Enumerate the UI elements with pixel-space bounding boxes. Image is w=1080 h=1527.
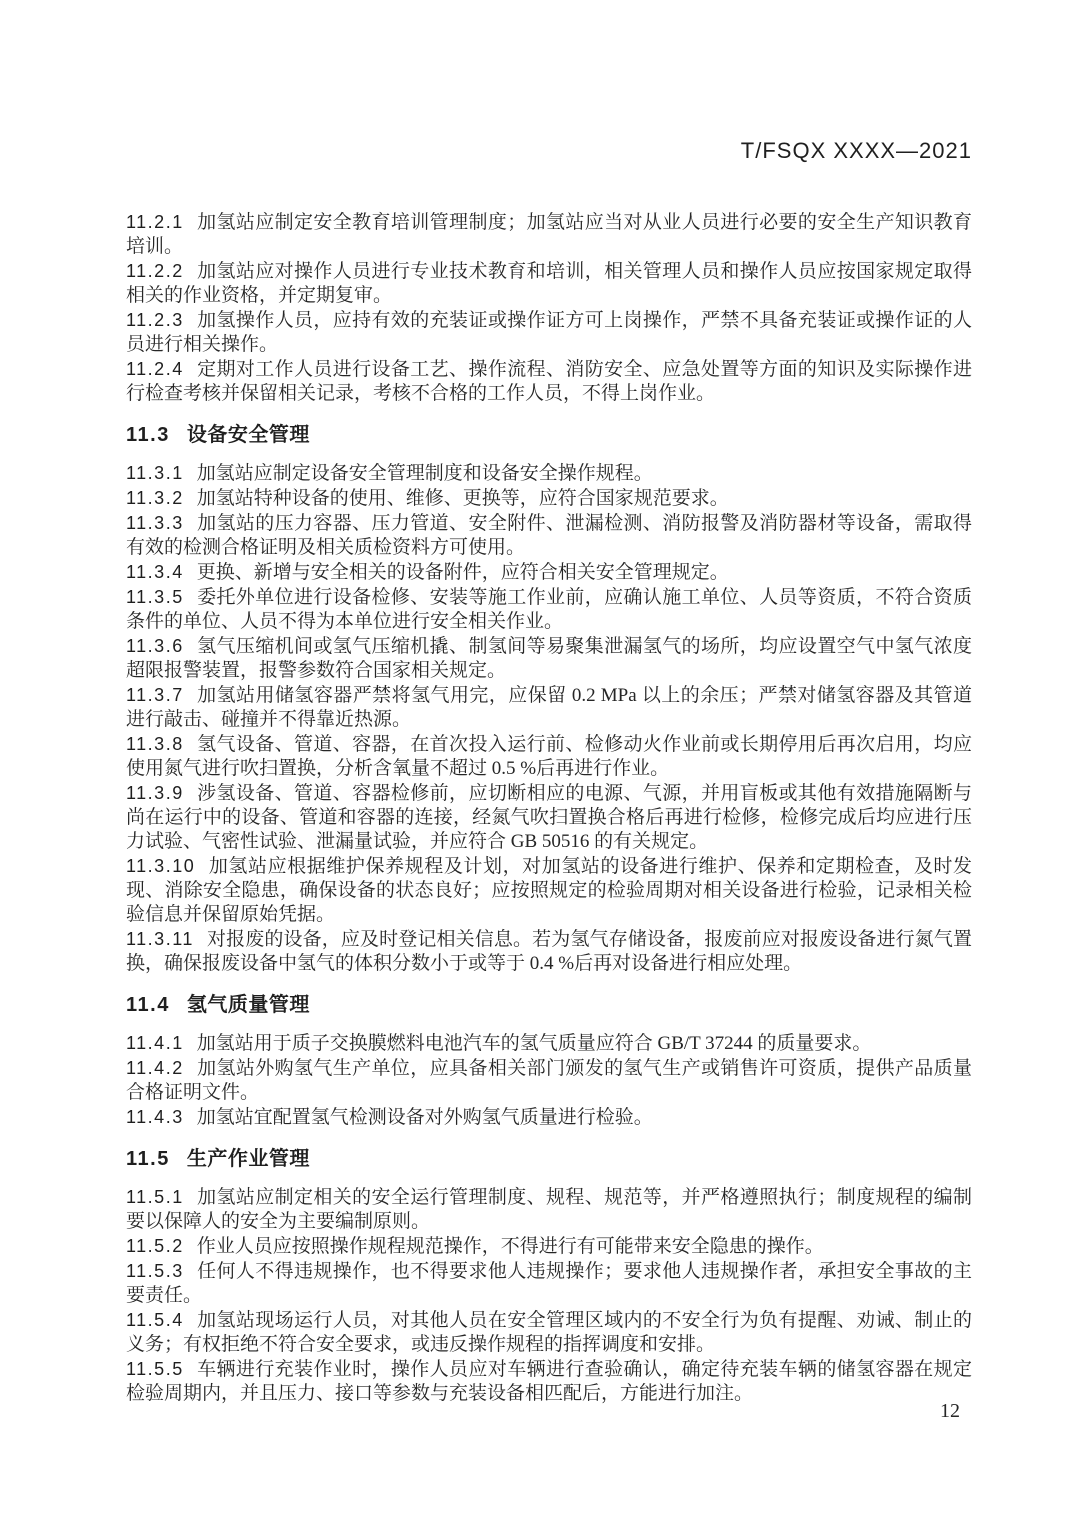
clause-11-3-10 <box>126 854 972 927</box>
clause-text: 车辆进行充装作业时，操作人员应对车辆进行查验确认，确定待充装车辆的储氢容器在规定检验周期内，并且压力、接口等参数与充装设备相匹配后，方能进行加注。 <box>126 1359 972 1404</box>
section-title: 设备安全管理 <box>186 424 310 446</box>
clause-number: 11.2.4 <box>126 359 184 379</box>
clause-11-5-1 <box>126 1185 972 1234</box>
section-title: 氢气质量管理 <box>186 994 310 1016</box>
clause-number: 11.3.9 <box>126 783 184 803</box>
document-code: T/FSQX XXXX—2021 <box>740 138 972 163</box>
clause-number: 11.4.2 <box>126 1058 184 1078</box>
clause-text: 加氢站应对操作人员进行专业技术教育和培训，相关管理人员和操作人员应按国家规定取得相关的作业资格，并定期复审。 <box>126 261 972 306</box>
clause-11-3-4 <box>126 560 972 585</box>
clause-text: 加氢站外购氢气生产单位，应具备相关部门颁发的氢气生产或销售许可资质，提供产品质量合格证明文件。 <box>126 1058 972 1103</box>
clause-text: 加氢站的压力容器、压力管道、安全附件、泄漏检测、消防报警及消防器材等设备，需取得有效的检测合格证明及相关质检资料方可使用。 <box>126 513 972 558</box>
clause-11-3-5 <box>126 585 972 634</box>
clause-text: 加氢站特种设备的使用、维修、更换等，应符合国家规范要求。 <box>196 488 729 509</box>
clause-11-5-5 <box>126 1357 972 1406</box>
clause-11-5-3 <box>126 1259 972 1308</box>
section-number: 11.5 <box>126 1148 170 1170</box>
clause-11-3-2 <box>126 486 972 511</box>
clause-text: 加氢站用储氢容器严禁将氢气用完，应保留 0.2 MPa 以上的余压；严禁对储氢容器及其管道进行敲击、碰撞并不得靠近热源。 <box>126 685 972 730</box>
page-footer <box>126 1400 972 1423</box>
clause-number: 11.4.3 <box>126 1107 184 1127</box>
clause-number: 11.5.2 <box>126 1236 184 1256</box>
clause-11-3-8 <box>126 732 972 781</box>
clause-11-3-1 <box>126 461 972 486</box>
clause-11-2-4 <box>126 357 972 406</box>
clause-11-3-11 <box>126 927 972 976</box>
clause-text: 氢气压缩机间或氢气压缩机撬、制氢间等易聚集泄漏氢气的场所，均应设置空气中氢气浓度超限报警装置，报警参数符合国家相关规定。 <box>126 636 972 681</box>
clause-text: 加氢站应制定安全教育培训管理制度；加氢站应当对从业人员进行必要的安全生产知识教育培训。 <box>126 212 972 257</box>
clause-text: 对报废的设备，应及时登记相关信息。若为氢气存储设备，报废前应对报废设备进行氮气置换，确保报废设备中氢气的体积分数小于或等于 0.4 %后再对设备进行相应处理。 <box>126 929 972 974</box>
clause-number: 11.3.5 <box>126 587 184 607</box>
clause-number: 11.5.5 <box>126 1359 184 1379</box>
clause-text: 加氢站宜配置氢气检测设备对外购氢气质量进行检验。 <box>196 1107 653 1128</box>
section-number: 11.3 <box>126 424 170 446</box>
clause-number: 11.3.2 <box>126 488 184 508</box>
section-heading-11-4 <box>126 993 972 1017</box>
clause-number: 11.2.3 <box>126 310 184 330</box>
clause-11-5-2 <box>126 1234 972 1259</box>
clause-number: 11.5.1 <box>126 1187 184 1207</box>
page-number: 12 <box>940 1400 960 1422</box>
clause-11-3-3 <box>126 511 972 560</box>
clause-number: 11.3.1 <box>126 463 184 483</box>
clause-11-2-2 <box>126 259 972 308</box>
clause-11-2-1 <box>126 210 972 259</box>
clause-number: 11.3.11 <box>126 929 194 949</box>
section-heading-11-5 <box>126 1147 972 1171</box>
clause-text: 加氢站用于质子交换膜燃料电池汽车的氢气质量应符合 GB/T 37244 的质量要求。 <box>196 1033 872 1054</box>
clause-number: 11.3.6 <box>126 636 184 656</box>
section-title: 生产作业管理 <box>186 1148 310 1170</box>
clause-number: 11.3.7 <box>126 685 184 705</box>
clause-11-3-7 <box>126 683 972 732</box>
clause-number: 11.3.10 <box>126 856 196 876</box>
clause-number: 11.3.8 <box>126 734 184 754</box>
clause-text: 作业人员应按照操作规程规范操作，不得进行有可能带来安全隐患的操作。 <box>196 1236 824 1257</box>
clause-text: 加氢站应制定设备安全管理制度和设备安全操作规程。 <box>196 463 653 484</box>
clause-11-3-6 <box>126 634 972 683</box>
clause-11-4-2 <box>126 1056 972 1105</box>
clause-text: 更换、新增与安全相关的设备附件，应符合相关安全管理规定。 <box>196 562 729 583</box>
clause-text: 加氢站应根据维护保养规程及计划，对加氢站的设备进行维护、保养和定期检查，及时发现、消除安全隐患，确保设备的状态良好；应按照规定的检验周期对相关设备进行检验，记录相关检验信息并保留原始凭据。 <box>126 856 972 925</box>
clause-text: 氢气设备、管道、容器，在首次投入运行前、检修动火作业前或长期停用后再次启用，均应使用氮气进行吹扫置换，分析含氧量不超过 0.5 %后再进行作业。 <box>126 734 972 779</box>
clause-text: 加氢操作人员，应持有效的充装证或操作证方可上岗操作，严禁不具备充装证或操作证的人员进行相关操作。 <box>126 310 972 355</box>
clause-11-4-3 <box>126 1105 972 1130</box>
clause-11-4-1 <box>126 1031 972 1056</box>
clause-number: 11.3.3 <box>126 513 184 533</box>
clause-number: 11.5.4 <box>126 1310 184 1330</box>
clause-number: 11.5.3 <box>126 1261 184 1281</box>
section-number: 11.4 <box>126 994 170 1016</box>
clause-11-5-4 <box>126 1308 972 1357</box>
clause-number: 11.4.1 <box>126 1033 184 1053</box>
clause-number: 11.3.4 <box>126 562 184 582</box>
clause-11-3-9 <box>126 781 972 854</box>
clause-text: 加氢站现场运行人员，对其他人员在安全管理区域内的不安全行为负有提醒、劝诫、制止的义务；有权拒绝不符合安全要求，或违反操作规程的指挥调度和安排。 <box>126 1310 972 1355</box>
clause-text: 任何人不得违规操作，也不得要求他人违规操作；要求他人违规操作者，承担安全事故的主要责任。 <box>126 1261 972 1306</box>
clause-number: 11.2.2 <box>126 261 184 281</box>
clause-text: 定期对工作人员进行设备工艺、操作流程、消防安全、应急处置等方面的知识及实际操作进行检查考核并保留相关记录，考核不合格的工作人员，不得上岗作业。 <box>126 359 972 404</box>
document-body <box>126 210 972 1406</box>
clause-11-2-3 <box>126 308 972 357</box>
clause-number: 11.2.1 <box>126 212 184 232</box>
clause-text: 涉氢设备、管道、容器检修前，应切断相应的电源、气源，并用盲板或其他有效措施隔断与尚在运行中的设备、管道和容器的连接，经氮气吹扫置换合格后再进行检修，检修完成后均应进行压力试验、气密性试验、泄漏量试验，并应符合 GB 50516 的有关规定。 <box>126 783 972 852</box>
section-heading-11-3 <box>126 423 972 447</box>
clause-text: 加氢站应制定相关的安全运行管理制度、规程、规范等，并严格遵照执行；制度规程的编制要以保障人的安全为主要编制原则。 <box>126 1187 972 1232</box>
clause-text: 委托外单位进行设备检修、安装等施工作业前，应确认施工单位、人员等资质，不符合资质条件的单位、人员不得为本单位进行安全相关作业。 <box>126 587 972 632</box>
